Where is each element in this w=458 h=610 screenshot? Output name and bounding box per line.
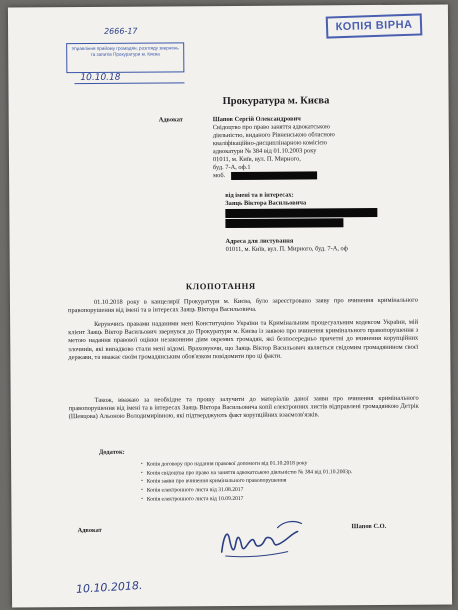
list-item: ▪ Копія заяви про вчинення кримінального правопорушення — [141, 477, 352, 487]
document-page — [8, 4, 452, 607]
correspondence-label: Адреса для листування — [225, 237, 294, 246]
attachments-list — [141, 459, 352, 504]
redacted-phone — [231, 171, 317, 180]
registration-date: 10.10.18 — [80, 72, 121, 84]
redacted-block — [225, 208, 377, 218]
correspondence-address: 01011, м. Київ, вул. П. Мирного, буд. 7-А, оф — [225, 245, 348, 254]
registration-number: 2666-17 — [104, 26, 138, 36]
body-paragraph: Керуючись правами наданими мені Конституцією України та Кримінальним процесуальним кодексом України, мій клієнт Заяць Віктор Васильович звернувся до Прокуратури м. Києва із заявою про вчинення кримінального правопорушення з метою надання правової оцінки незаконним діям окремих громадян, які безпосередньо причетні до вчинення корупційних злочинів, які випадково стали мені відомі. Враховуючи, що Заяць Віктор Васильович являється свідомим громадянином своєї держави, та вважає своїм громадянським обов'язком повідомити про ці факти. — [68, 318, 419, 361]
advocate-detail-line: Свідоцтво про право заняття адвокатською — [212, 123, 330, 132]
stamp-underline — [74, 82, 184, 84]
client-label: від імені та в інтересах: — [225, 191, 294, 200]
advocate-detail-line: 01011, м. Київ, вул. П. Мирного, — [212, 155, 301, 164]
recipient-title: Прокуратура м. Києва — [222, 95, 330, 108]
body-paragraph: 01.10.2018 року в канцелярії Прокуратури м. Києва, було зареєстровано заяву про вчинення кримінального правопорушення від імені та в інтересах Заяць Віктора Васильовича. — [68, 296, 418, 315]
signer-name: Шапов С.О. — [351, 522, 387, 531]
advocate-label: Адвокат — [158, 116, 183, 124]
list-item: ▪ Копія електронного листа від 10.09.2017 — [141, 494, 352, 504]
advocate-detail-line: буд. 7-А, оф.1 — [213, 163, 251, 172]
list-item: ▪ Копія електронного листа від 31.08.2017 — [141, 485, 352, 495]
copy-certified-stamp: КОПІЯ ВІРНА — [326, 13, 423, 38]
advocate-phone-label: моб. — [213, 172, 226, 180]
advocate-name: Шапов Сергій Олександрович — [212, 115, 301, 124]
list-item: ▪ Копія договору про надання правової допомоги від 01.10.2018 року — [141, 459, 352, 469]
handwritten-signature — [217, 517, 305, 562]
body-paragraph: Також, вважаю за необхідне та прошу залучити до матеріалів даної заяви про вчинення кримінального правопорушення від імені та в інтересах Заяць Віктора Васильовича копії електронних листів відправлені громадянкою Детрік (Шевцова) Альоною Володимирівною, які підтверджують факт корупційних взаємозв'язків. — [68, 394, 419, 421]
client-name: Заяць Віктора Васильовича — [225, 199, 307, 208]
advocate-detail-line: діяльністю, виданого Рівненською обласною — [212, 131, 335, 140]
redacted-block — [225, 218, 343, 228]
list-item: ▪ Копія свідоцтва про право на заняття адвокатською діяльністю № 384 від 01.10.2003р. — [141, 468, 352, 478]
document-heading: КЛОПОТАННЯ — [185, 280, 256, 292]
advocate-detail-line: кваліфікаційно-дисциплінарною комісією — [212, 139, 327, 148]
advocate-detail-line: адвокатури № 384 від 01.10.2003 року — [212, 147, 317, 156]
handwritten-date: 10.10.2018. — [75, 578, 143, 596]
footer-advocate-label: Адвокат — [77, 526, 102, 535]
attachments-label: Додаток: — [98, 448, 125, 456]
registration-stamp: Управління прийому громадян, розгляду звернень та запитів Прокуратури м. Києва — [66, 42, 184, 73]
